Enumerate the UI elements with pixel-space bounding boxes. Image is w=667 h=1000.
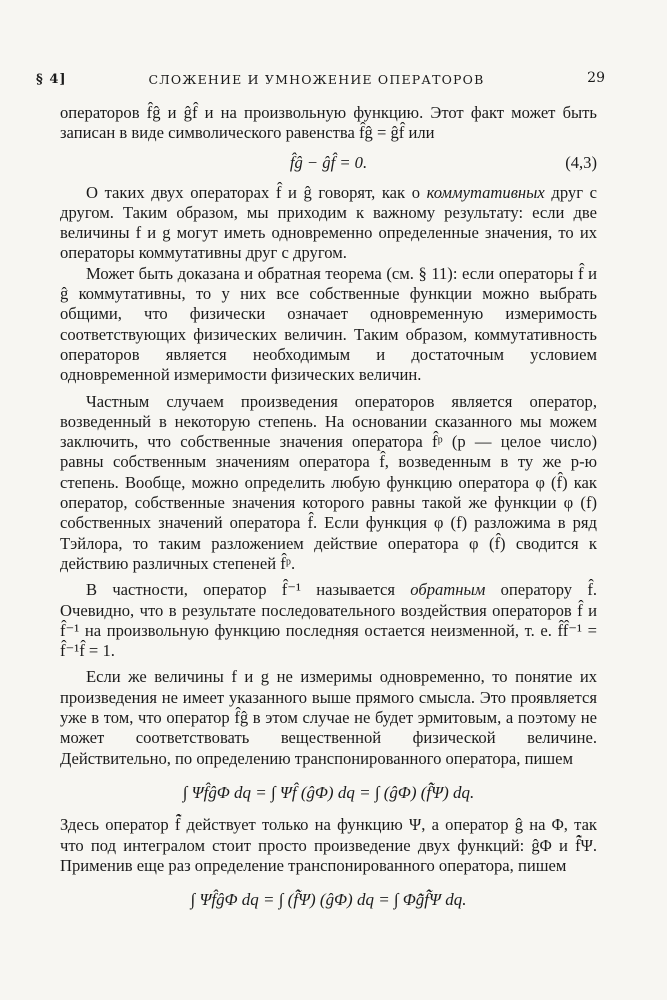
paragraph-7: Здесь оператор f̃̂ действует только на функцию Ψ, а оператор ĝ на Φ, так что под интегралом стоит просто произведение двух функций: ĝΦ и f̃̂Ψ. Применив еще раз определение транспонированного оператора, пишем — [60, 815, 597, 875]
equation-transpose-1: ∫ Ψf̂ĝΦ dq = ∫ Ψf̂ (ĝΦ) dq = ∫ (ĝΦ) (f̃̂Ψ) dq. — [182, 782, 475, 802]
paragraph-5-text-a: В частности, оператор f̂⁻¹ называется — [86, 580, 411, 600]
paragraph-3: Может быть доказана и обратная теорема (см. § 11): если операторы f̂ и ĝ коммутативны, то у них все собственные функции можно выбрать общими, что физически означает одновременную измеримость соответствующих физических величин. Таким образом, коммутативность операторов является необходимым и достаточным условием одновременной измеримости физических величин. — [60, 263, 597, 385]
section-marker: § 4] — [36, 72, 67, 87]
page-body — [60, 103, 597, 922]
equation-transpose-2: ∫ Ψf̂ĝΦ dq = ∫ (f̃̂Ψ) (ĝΦ) dq = ∫ Φg̃̂f̃̂Ψ dq. — [190, 890, 467, 910]
paragraph-5 — [60, 580, 597, 661]
paragraph-4: Частным случаем произведения операторов является оператор, возведенный в некоторую степень. На основании сказанного мы можем заключить, что собственные значения оператора f̂ᵖ (p — целое число) равны собственным значениям оператора f̂, возведенным в ту же p-ю степень. Вообще, можно определить любую функцию оператора φ (f̂) как оператор, собственные значения которого равны такой же функции φ (f) собственных значений оператора f̂. Если функция φ (f) разложима в ряд Тэйлора, то таким разложением действие оператора φ (f̂) сводится к действию различных степеней f̂ᵖ. — [60, 391, 597, 573]
running-header — [36, 70, 605, 92]
term-commutative: коммутативных — [426, 182, 545, 202]
page-number: 29 — [587, 70, 605, 86]
paragraph-5-text-b: оператору f̂. Очевидно, что в результате последовательного воздействия операторов f̂ и f̂⁻¹ на произвольную функцию последняя остается неизменной, т. е. f̂f̂⁻¹ = f̂⁻¹f̂ = 1. — [60, 580, 597, 661]
equation-label: (4,3) — [565, 152, 597, 172]
paragraph-2-text-a: О таких двух операторах f̂ и ĝ говорят, как о — [86, 182, 427, 202]
paragraph-2-text-b: друг с другом. Таким образом, мы приходим к важному результату: если две величины f и g могут иметь одновременно определенные значения, то их операторы коммутативны друг с другом. — [60, 182, 597, 263]
paragraph-6: Если же величины f и g не измеримы одновременно, то понятие их произведения не имеет указанного выше прямого смысла. Это проявляется уже в том, что оператор f̂ĝ в этом случае не будет эрмитовым, а поэтому не может соответствовать вещественной физической величине. Действительно, по определению транспонированного оператора, пишем — [60, 667, 597, 768]
paragraph-2 — [60, 183, 597, 264]
chapter-title: СЛОЖЕНИЕ И УМНОЖЕНИЕ ОПЕРАТОРОВ — [148, 72, 485, 87]
term-inverse: обратным — [410, 580, 486, 600]
paragraph-1: операторов f̂ĝ и ĝf̂ и на произвольную функцию. Этот факт может быть записан в виде символического равенства f̂ĝ = ĝf̂ или — [60, 103, 597, 143]
equation-4-3 — [60, 153, 597, 173]
equation-4-3-body: f̂ĝ − ĝf̂ = 0. — [289, 152, 368, 172]
